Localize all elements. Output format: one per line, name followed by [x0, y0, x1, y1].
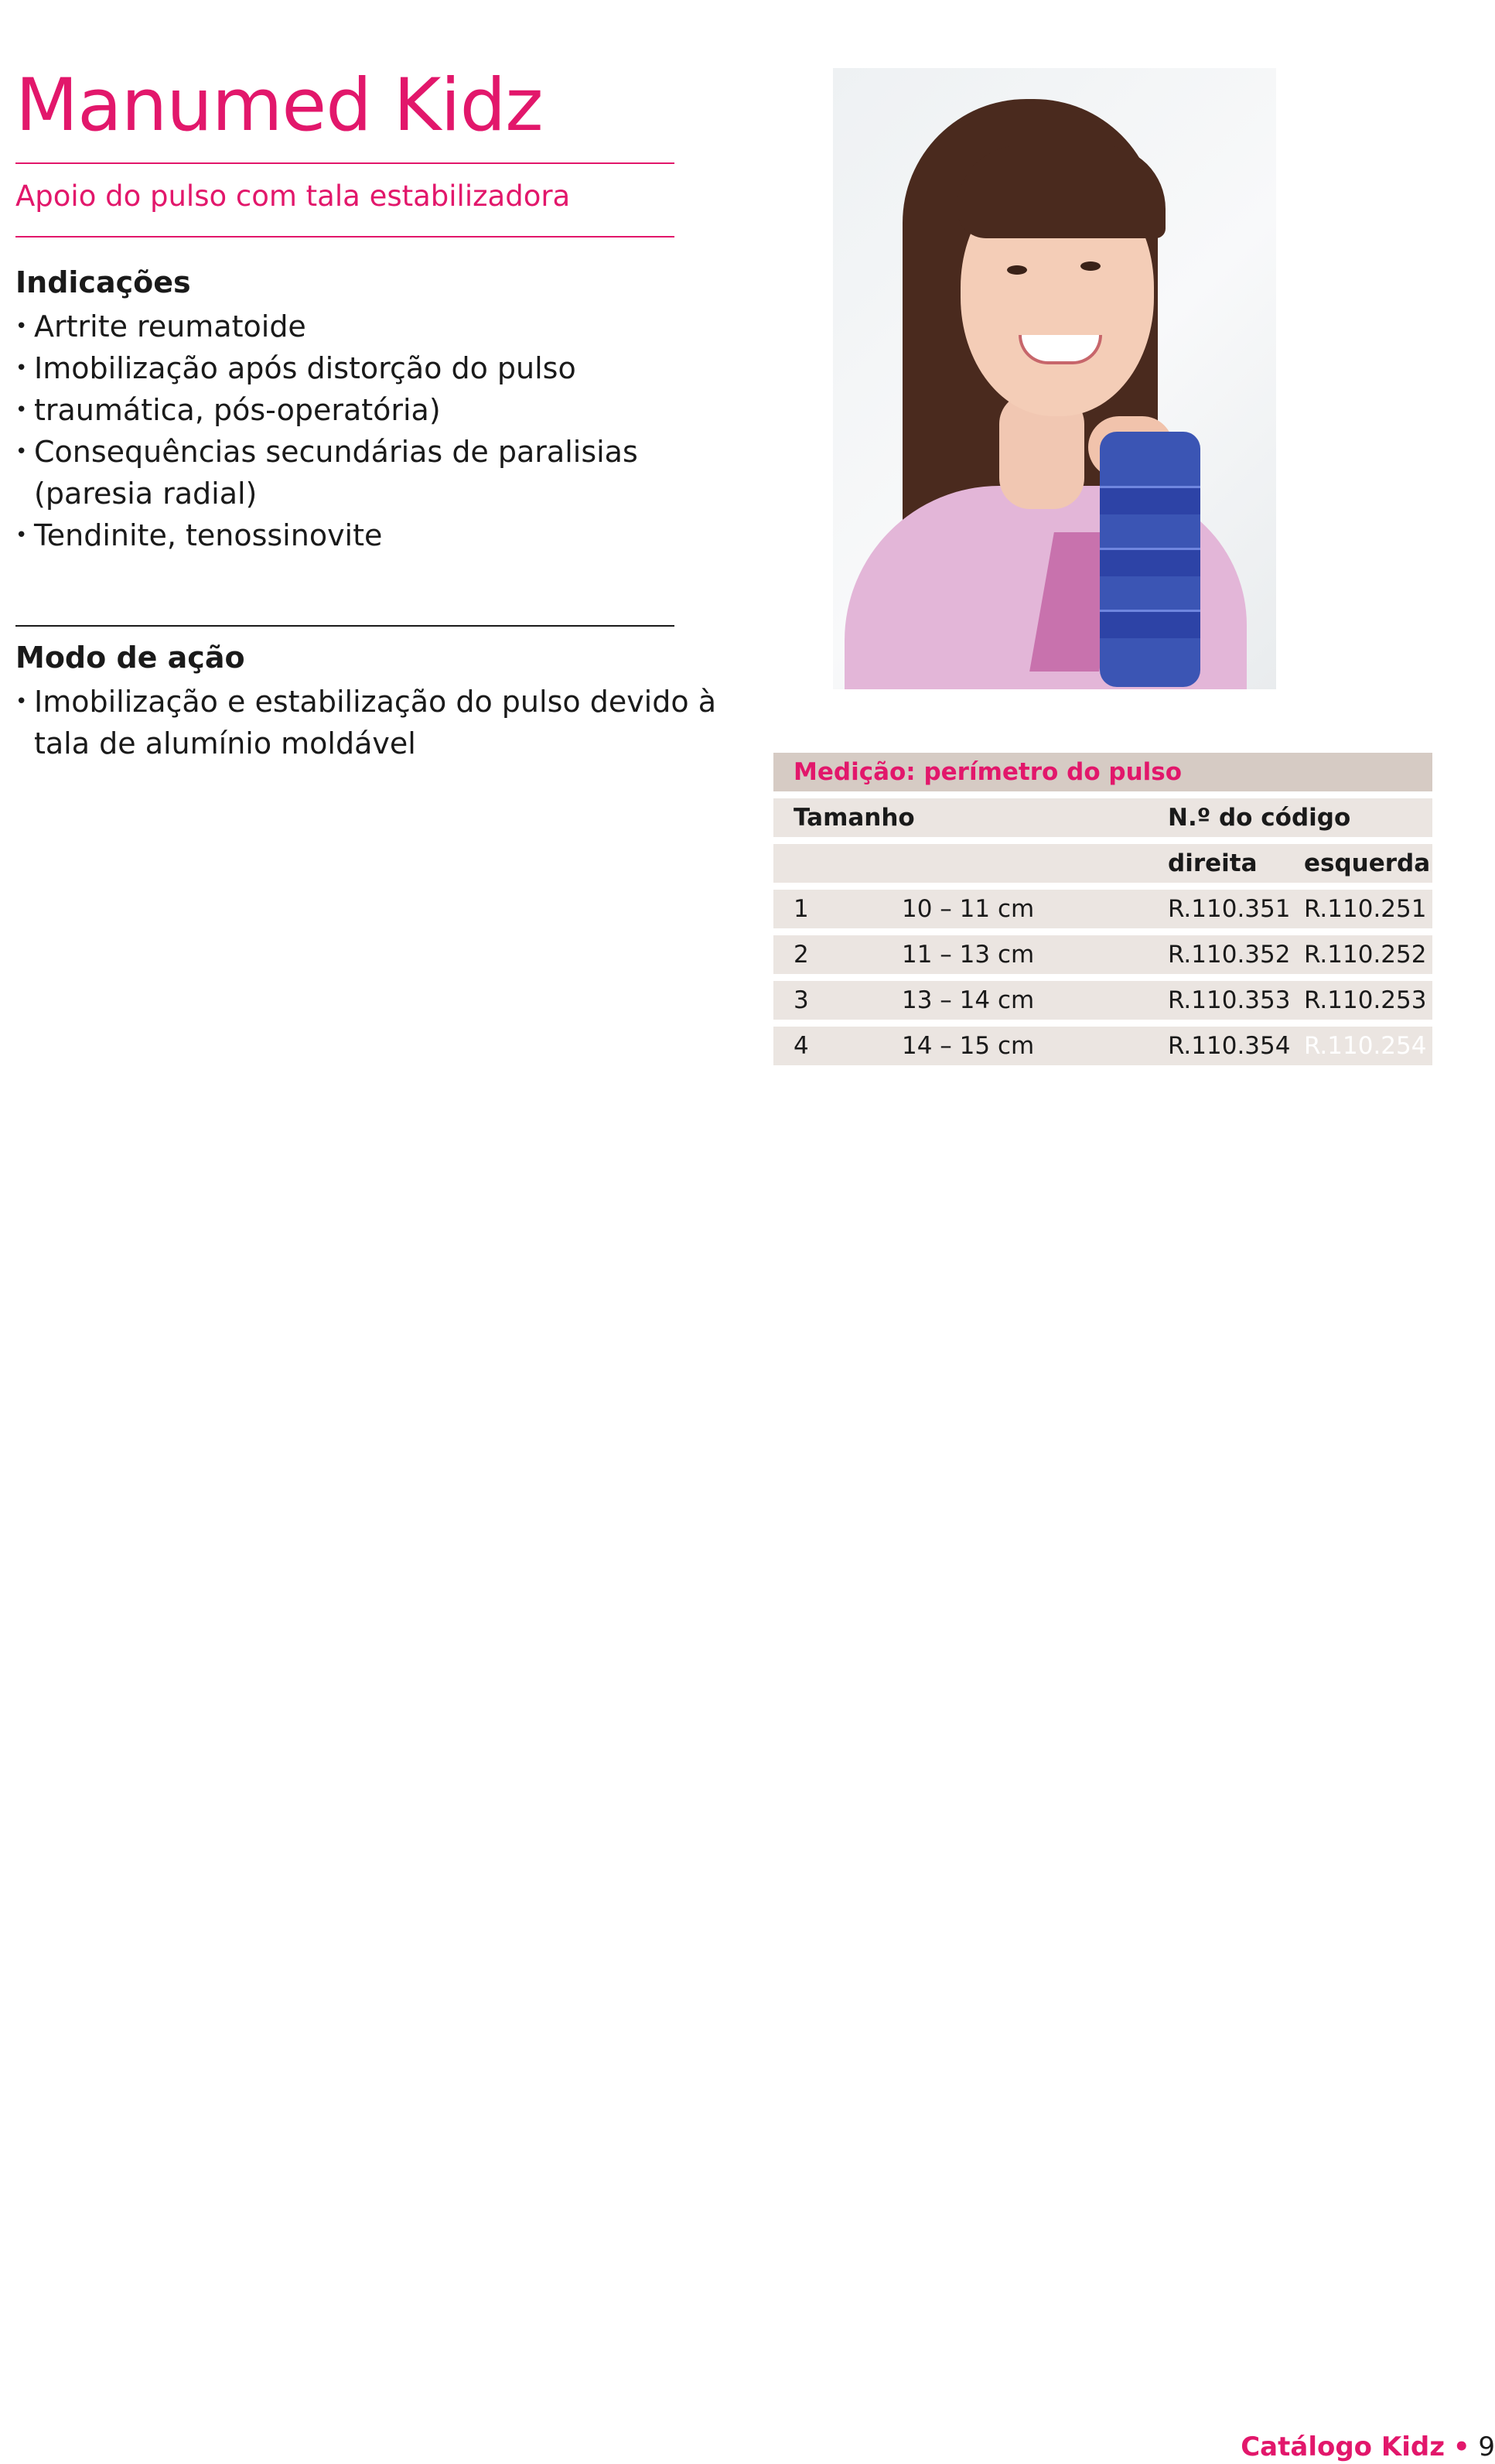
range-cell: 10 – 11 cm — [902, 895, 1035, 923]
product-subtitle: Apoio do pulso com tala estabilizadora — [15, 179, 571, 213]
list-item-continuation: (paresia radial) — [34, 477, 258, 511]
title-divider — [15, 162, 674, 164]
bangs-shape — [957, 145, 1166, 238]
wrist-brace-shape — [1100, 432, 1200, 687]
table-header-row — [773, 798, 1432, 837]
table-row — [773, 935, 1432, 974]
section-divider — [15, 625, 674, 627]
mode-of-action-heading: Modo de ação — [15, 641, 245, 675]
indications-heading: Indicações — [15, 265, 191, 299]
measurement-label: Medição: perímetro do pulso — [794, 758, 1183, 786]
left-code-cell: R.110.251 — [1304, 895, 1427, 923]
page-number: 9 — [1478, 2432, 1495, 2462]
range-cell: 14 – 15 cm — [902, 1032, 1035, 1060]
brace-strap — [1100, 486, 1200, 514]
right-column-header: direita — [1168, 849, 1258, 877]
table-row — [773, 890, 1432, 928]
table-row — [773, 1027, 1432, 1065]
product-title: Manumed Kidz — [15, 63, 543, 148]
left-column-header: esquerda — [1304, 849, 1431, 877]
right-code-cell: R.110.354 — [1168, 1032, 1291, 1060]
size-cell: 2 — [794, 941, 809, 969]
mode-of-action-list — [15, 681, 716, 764]
right-code-cell: R.110.352 — [1168, 941, 1291, 969]
table-row — [773, 981, 1432, 1020]
size-cell: 4 — [794, 1032, 809, 1060]
list-item-continuation: traumática, pós-operatória) — [34, 393, 441, 427]
page-footer — [1241, 2432, 1495, 2463]
size-column-header: Tamanho — [794, 804, 915, 832]
product-photo — [833, 68, 1276, 689]
table-subheader-row — [773, 844, 1432, 883]
list-item-continuation: tala de alumínio moldável — [34, 726, 416, 760]
indications-list — [15, 306, 674, 556]
left-code-cell: R.110.252 — [1304, 941, 1427, 969]
list-item: • Tendinite, tenossinovite — [15, 514, 674, 556]
eye-right-shape — [1080, 261, 1101, 271]
right-code-cell: R.110.351 — [1168, 895, 1291, 923]
subtitle-divider — [15, 236, 674, 238]
table-measurement-header — [773, 753, 1432, 791]
left-code-cell: R.110.254 — [1304, 1032, 1427, 1060]
size-cell: 3 — [794, 986, 809, 1014]
eye-left-shape — [1007, 265, 1027, 275]
range-cell: 13 – 14 cm — [902, 986, 1035, 1014]
size-cell: 1 — [794, 895, 809, 923]
list-item: • Artrite reumatoide — [15, 306, 674, 347]
brace-strap — [1100, 610, 1200, 638]
left-code-cell: R.110.253 — [1304, 986, 1427, 1014]
list-item: • Consequências secundárias de paralisias — [15, 431, 674, 473]
brace-strap — [1100, 548, 1200, 576]
catalog-name: Catálogo Kidz — [1241, 2432, 1445, 2462]
right-code-cell: R.110.353 — [1168, 986, 1291, 1014]
list-item: • Imobilização e estabilização do pulso devido à — [15, 681, 674, 723]
list-item: • Imobilização após distorção do pulso — [15, 347, 674, 389]
range-cell: 11 – 13 cm — [902, 941, 1035, 969]
footer-separator: • — [1452, 2432, 1470, 2462]
code-column-header: N.º do código — [1168, 804, 1351, 832]
